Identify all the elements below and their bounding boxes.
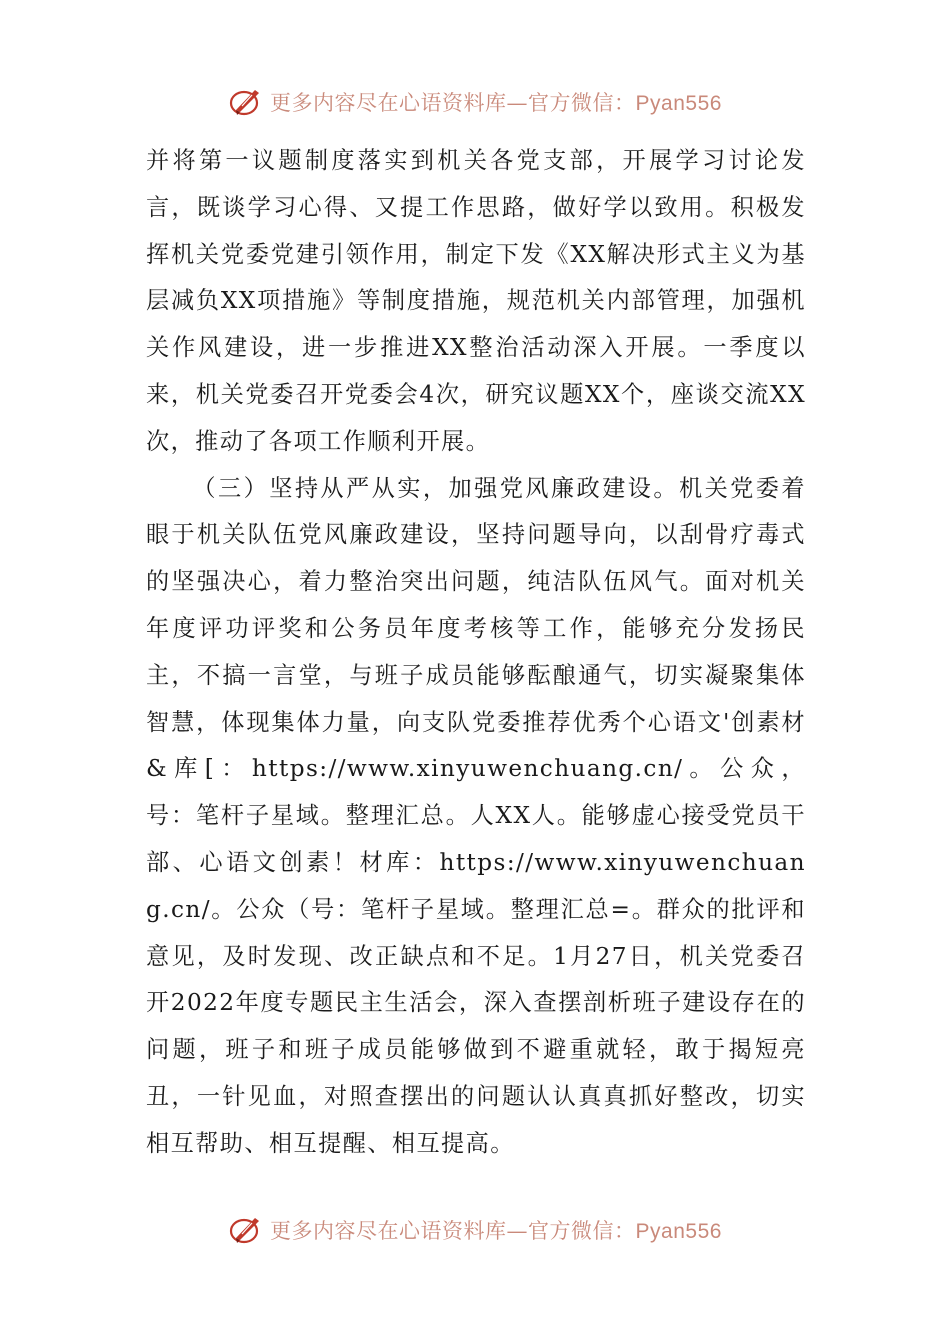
header-banner-text: 更多内容尽在心语资料库—官方微信：Pyan556 (270, 91, 722, 115)
body-paragraph-2: （三）坚持从严从实，加强党风廉政建设。机关党委着眼于机关队伍党风廉政建设，坚持问题导向，以刮骨疗毒式的坚强决心，着力整治突出问题，纯洁队伍风气。面对机关年度评功评奖和公务员年度考核等工作，能够充分发扬民主，不搞一言堂，与班子成员能够酝酿通气，切实凝聚集体智慧，体现集体力量，向支队党委推荐优秀个心语文'创素材&库[：https://www.xinyuwenchuang.cn/。公众，号：笔杆子星域。整理汇总。人XX人。能够虚心接受党员干部、心语文创素！材库：https://www.xinyuwenchuang.cn/。公众（号：笔杆子星域。整理汇总=。群众的批评和意见，及时发现、改正缺点和不足。1月27日，机关党委召开2022年度专题民主生活会，深入查摆剖析班子建设存在的问题，班子和班子成员能够做到不避重就轻，敢于揭短亮丑，一针见血，对照查摆出的问题认认真真抓好整改，切实相互帮助、相互提醒、相互提高。 (146, 474, 806, 1157)
quill-pen-logo-icon (228, 84, 264, 120)
header-wechat-id: Pyan556 (635, 92, 722, 115)
document-body (146, 138, 806, 1168)
footer-watermark-banner (0, 1208, 950, 1252)
footer-banner-text: 更多内容尽在心语资料库—官方微信：Pyan556 (270, 1219, 722, 1243)
header-watermark-banner (0, 80, 950, 124)
quill-pen-logo-icon (228, 1212, 264, 1248)
footer-wechat-id: Pyan556 (635, 1220, 722, 1243)
body-paragraph-1: 并将第一议题制度落实到机关各党支部，开展学习讨论发言，既谈学习心得、又提工作思路，做好学以致用。积极发挥机关党委党建引领作用，制定下发《XX解决形式主义为基层减负XX项措施》等制度措施，规范机关内部管理，加强机关作风建设，进一步推进XX整治活动深入开展。一季度以来，机关党委召开党委会4次，研究议题XX个，座谈交流XX次，推动了各项工作顺利开展。 (146, 147, 806, 455)
